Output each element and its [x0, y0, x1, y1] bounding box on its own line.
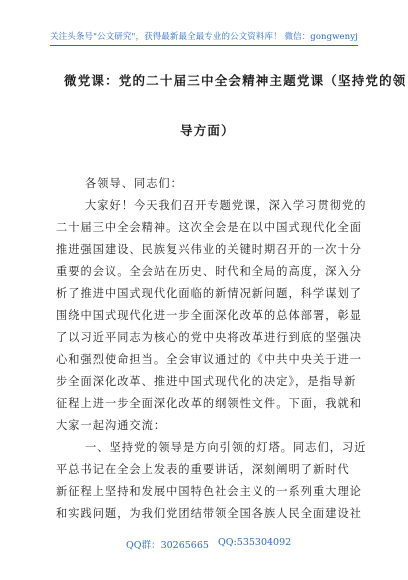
paragraph-line: 心和强烈使命担当。全会审议通过的《中共中央关于进一 [56, 353, 362, 366]
paragraph-line: 和实践问题，为我们党团结带领全国各族人民全面建设社 [56, 507, 362, 520]
paragraph-line: 推进强国建设、民族复兴伟业的关键时期召开的一次十分 [56, 243, 362, 256]
paragraph-line: 大家好！今天我们召开专题党课，深入学习贯彻党的 [85, 199, 367, 212]
paragraph-line: 二十届三中全会精神。这次全会是在以中国式现代化全面 [56, 221, 362, 234]
paragraph-line: 析了推进中国式现代化面临的新情况新问题，科学谋划了 [56, 287, 362, 300]
paragraph-line: 步全面深化改革、推进中国式现代化的决定》，是指导新 [56, 375, 357, 388]
header-divider [50, 45, 358, 46]
header-promo-note: 关注头条号"公文研究"，获得最新最全最专业的公文资料库！ 微信：gongwenyj [50, 32, 358, 42]
paragraph-line: 征程上进一步全面深化改革的纲领性文件。下面，我就和 [56, 397, 362, 410]
paragraph-line: 新征程上坚持和发展中国特色社会主义的一系列重大理论 [56, 485, 362, 498]
footer-qq-group: QQ群：30265665 [126, 540, 209, 551]
paragraph-line: 一、坚持党的领导是方向引领的灯塔。同志们，习近 [85, 441, 367, 454]
footer-qq-number: QQ:535304092 [218, 537, 292, 548]
paragraph-line: 了以习近平同志为核心的党中央将改革进行到底的坚强决 [56, 331, 362, 344]
paragraph-line: 大家一起沟通交流： [56, 419, 167, 432]
paragraph-line: 重要的会议。全会站在历史、时代和全局的高度，深入分 [56, 265, 362, 278]
paragraph-line: 围绕中国式现代化进一步全面深化改革的总体部署，彰显 [56, 309, 362, 322]
document-title-line-2: 导方面） [180, 123, 235, 138]
document-title-line-1: 微党课：党的二十届三中全会精神主题党课（坚持党的领 [64, 73, 407, 88]
salutation: 各领导、同志们： [85, 177, 183, 190]
paragraph-line: 平总书记在全会上发表的重要讲话，深刻阐明了新时代 [56, 463, 350, 476]
